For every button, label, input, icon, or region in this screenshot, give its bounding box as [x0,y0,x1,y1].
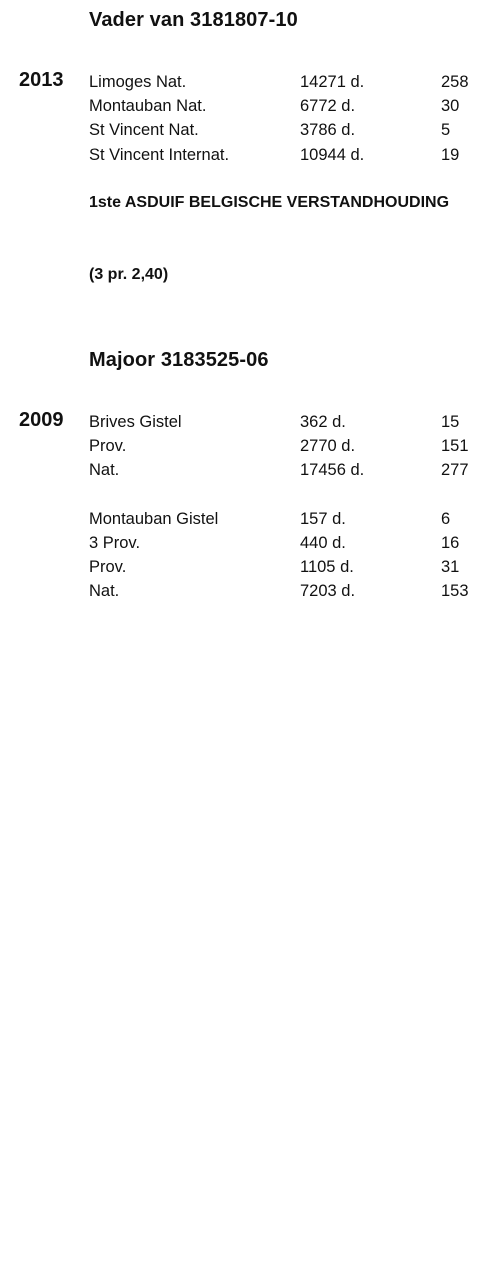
rank: 6 [441,510,451,528]
rank: 153 [441,582,469,600]
bird-count: 14271 d. [300,73,365,91]
race-name: Brives Gistel [89,413,182,431]
bird-count: 7203 d. [300,582,356,600]
bird-count: 10944 d. [300,146,365,164]
rank: 19 [441,146,460,164]
race-name: Prov. [89,558,127,576]
rank: 16 [441,534,460,552]
race-name: Montauban Gistel [89,510,219,528]
rank: 30 [441,97,460,115]
section-title: Majoor 3183525-06 [89,349,269,371]
rank: 5 [441,121,451,139]
race-name: Montauban Nat. [89,97,207,115]
year-label: 2013 [19,69,64,91]
race-name: St Vincent Internat. [89,146,230,164]
year-label: 2009 [19,409,64,431]
race-name: Limoges Nat. [89,73,187,91]
bird-count: 3786 d. [300,121,356,139]
rank: 151 [441,437,469,455]
rank: 277 [441,461,469,479]
price-note: (3 pr. 2,40) [89,266,169,283]
achievement-note: 1ste ASDUIF BELGISCHE VERSTANDHOUDING [89,194,450,211]
race-name: Nat. [89,582,120,600]
bird-count: 17456 d. [300,461,365,479]
race-name: 3 Prov. [89,534,141,552]
race-name: Prov. [89,437,127,455]
rank: 31 [441,558,460,576]
bird-count: 440 d. [300,534,346,552]
bird-count: 157 d. [300,510,346,528]
race-name: St Vincent Nat. [89,121,199,139]
rank: 15 [441,413,460,431]
bird-count: 362 d. [300,413,346,431]
bird-count: 2770 d. [300,437,356,455]
bird-count: 1105 d. [300,558,354,576]
bird-count: 6772 d. [300,97,356,115]
section-title: Vader van 3181807-10 [89,9,298,31]
rank: 258 [441,73,469,91]
race-name: Nat. [89,461,120,479]
